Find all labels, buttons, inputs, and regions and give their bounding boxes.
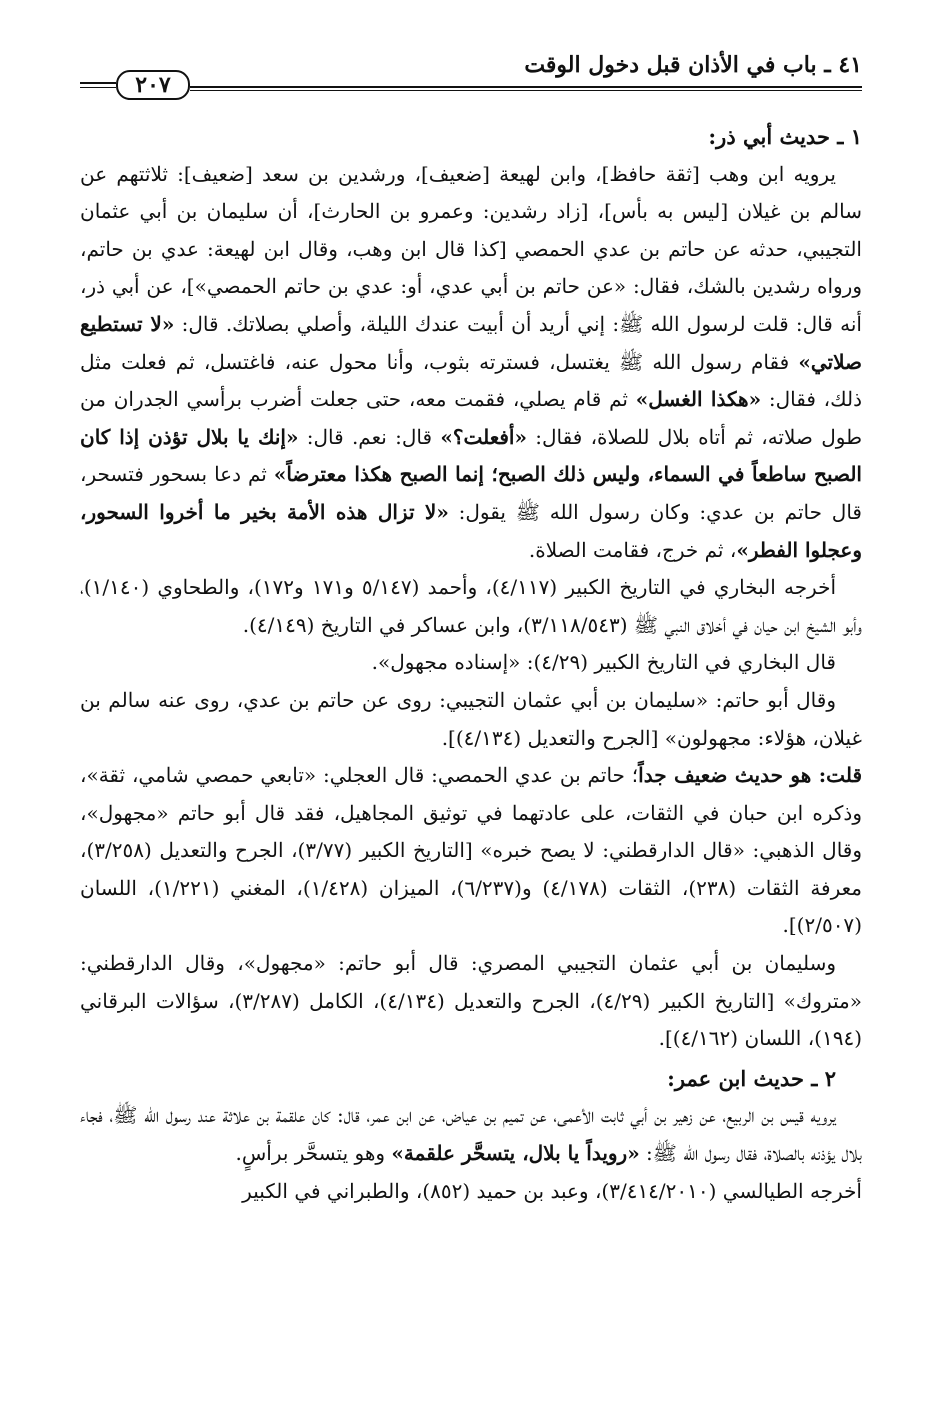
text-run: ، ثم خرج، فقامت الصلاة. xyxy=(528,537,737,562)
bukhari-note: قال البخاري في التاريخ الكبير (٤/٢٩): «إسناده مجهول». xyxy=(371,650,836,675)
hadith-2-heading: ٢ ـ حديث ابن عمر: xyxy=(667,1065,836,1091)
hadith-1-heading: ١ ـ حديث أبي ذر: xyxy=(708,124,862,149)
hadith-2-paragraph xyxy=(80,1097,862,1172)
running-header xyxy=(80,52,862,102)
text-run: قال: نعم. قال: xyxy=(298,424,441,449)
prophetic-quote: «هكذا الغسل» xyxy=(635,387,762,412)
text-run: يرويه ابن وهب [ثقة حافظ]، وابن لهيعة [ضعيف]، ورشدين بن سعد [ضعيف]: ثلاثتهم عن سالم بن غيلان [ليس به بأس]، [زاد رشدين: وعمرو بن الحارث]، أن سليمان بن أبي عثمان التجيبي، حدثه عن حاتم بن عدي الحمصي [كذا قال ابن وهب، وقال ابن لهيعة: عدي بن حاتم، ورواه رشدين بالشك، فقال: «عن حاتم بن أبي عدي، أو: عدي بن حاتم الحمصي»]، عن أبي ذر، أنه قال: قلت لرسول الله ﷺ: إني أريد أن أبيت عندك الليلة، وأصلي بصلاتك. قال: xyxy=(80,161,862,336)
prophetic-quote: «إنك يا بلال تؤذن إذا كان الصبح ساطعاً في السماء، وليس ذلك الصبح؛ إنما الصبح هكذا معترضاً» xyxy=(80,424,862,487)
verdict-paragraph xyxy=(80,757,862,945)
prophetic-quote: «لا تستطيع صلاتي» xyxy=(80,311,862,374)
header-rule-thin xyxy=(190,90,862,91)
prophetic-quote: «أفعلت؟» xyxy=(440,424,527,449)
chapter-title: ٤١ ـ باب في الأذان قبل دخول الوقت xyxy=(524,52,862,78)
hadith-2-takhrij: أخرجه الطيالسي (٣/٤١٤/٢٠١٠)، وعبد بن حميد (٨٥٢)، والطبراني في الكبير xyxy=(242,1178,862,1203)
takhrij-paragraph: أخرجه البخاري في التاريخ الكبير (٤/١١٧)، وأحمد (٥/١٤٧ و١٧١ و١٧٢)، والطحاوي (١/١٤٠)، وأبو الشيخ ابن حيان في أخلاق النبي ﷺ (٣/١١٨/٥٤٣)، وابن عساكر في التاريخ (٤/١٤٩). xyxy=(80,575,862,637)
text-run: ثم قام يصلي، فقمت معه، حتى جعلت أضرب برأسي الجدران من طول صلاته، ثم أتاه بلال للصلاة، فقال: xyxy=(80,387,862,449)
hadith-1-paragraph xyxy=(80,156,862,570)
text-run: ؛ حاتم بن عدي الحمصي: قال العجلي: «تابعي حمصي شامي، ثقة»، وذكره ابن حبان في الثقات، على عادتهما في توثيق المجاهيل، فقد قال أبو حاتم «مجهول»، وقال الذهبي: «قال الدارقطني: لا يصح خبره» [التاريخ الكبير (٣/٧٧)، الجرح والتعديل (٣/٢٥٨)، معرفة الثقات (٢٣٨)، الثقات (٤/١٧٨) و(٦/٢٣٧)، الميزان (١/٤٢٨)، المغني (١/٢٢١)، اللسان (٢/٥٠٧)]. xyxy=(80,763,863,938)
narrator-note: وسليمان بن أبي عثمان التجيبي المصري: قال أبو حاتم: «مجهول»، وقال الدارقطني: «متروك» [التاريخ الكبير (٤/٢٩)، الجرح والتعديل (٤/١٣٤)، الكامل (٣/٢٨٧)، سؤالات البرقاني (١٩٤)، اللسان (٤/١٦٢)]. xyxy=(80,951,862,1051)
text-run: فقام رسول الله ﷺ يغتسل، فسترته بثوب، وأنا محول عنه، فاغتسل، ثم فعلت مثل ذلك، فقال: xyxy=(80,349,862,412)
header-rule xyxy=(190,86,862,88)
text-run: وهو يتسحَّر برأسٍ. xyxy=(235,1141,392,1166)
abu-hatim-note: وقال أبو حاتم: «سليمان بن أبي عثمان التجيبي: روى عن حاتم بن عدي، روى عنه سالم بن غيلان، هؤلاء: مجهولون» [الجرح والتعديل (٤/١٣٤)]. xyxy=(80,687,862,750)
text-run: يرويه قيس بن الربيع، عن زهير بن أبي ثابت الأعمى، عن تميم بن عياض، عن ابن عمر، قال: كان علقمة بن علاثة عند رسول الله ﷺ، فجاء بلال يؤذنه بالصلاة، فقال رسول الله ﷺ: xyxy=(80,1103,862,1166)
text-run: ثم دعا بسحور فتسحر، قال حاتم بن عدي: وكان رسول الله ﷺ يقول: xyxy=(80,462,862,524)
ornament-line xyxy=(80,82,116,84)
prophetic-quote: «رويداً يا بلال، يتسحَّر علقمة» xyxy=(391,1141,640,1166)
ornament-line-thin xyxy=(80,87,116,88)
page-number: ٢٠٧ xyxy=(116,70,190,100)
verdict-label: قلت: هو حديث ضعيف جداً xyxy=(638,763,862,788)
body-text xyxy=(80,118,862,1210)
prophetic-quote: «لا تزال هذه الأمة بخير ما أخروا السحور، وعجلوا الفطر» xyxy=(80,499,862,562)
